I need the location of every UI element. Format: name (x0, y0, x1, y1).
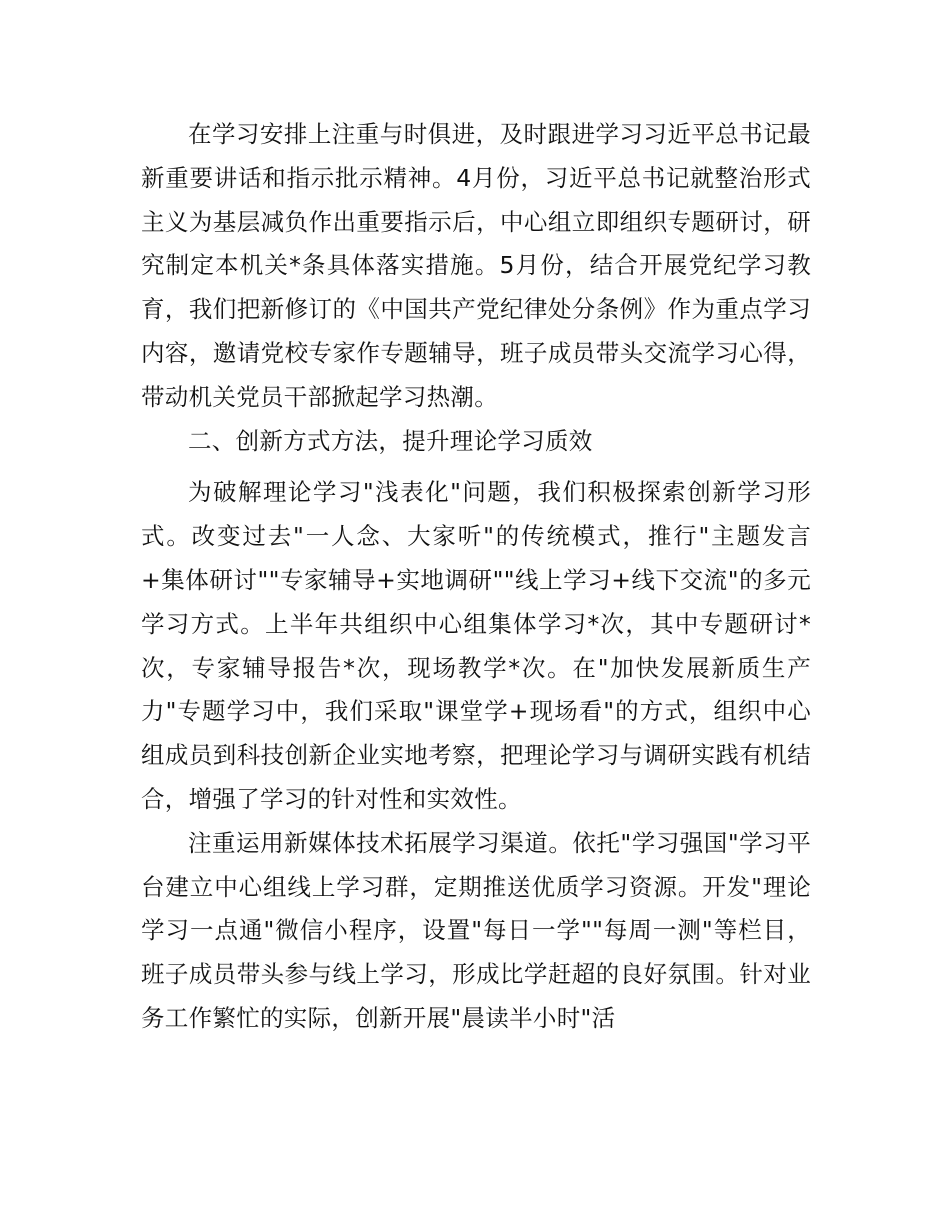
paragraph-new-media: 注重运用新媒体技术拓展学习渠道。依托"学习强国"学习平台建立中心组线上学习群，定期推送优质学习资源。开发"理论学习一点通"微信小程序，设置"每日一学""每周一测"等栏目，班子成员带头参与线上学习，形成比学赶超的良好氛围。针对业务工作繁忙的实际，创新开展"晨读半小时"活 (141, 828, 811, 1032)
section-heading-innovation: 二、创新方式方法，提升理论学习质效 (188, 426, 593, 455)
paragraph-study-methods: 为破解理论学习"浅表化"问题，我们积极探索创新学习形式。改变过去"一人念、大家听"的传统模式，推行"主题发言+集体研讨""专家辅导+实地调研""线上学习+线下交流"的多元学习方式。上半年共组织中心组集体学习*次，其中专题研讨*次，专家辅导报告*次，现场教学*次。在"加快发展新质生产力"专题学习中，我们采取"课堂学+现场看"的方式，组织中心组成员到科技创新企业实地考察，把理论学习与调研实践有机结合，增强了学习的针对性和实效性。 (141, 478, 811, 813)
paragraph-study-arrangement: 在学习安排上注重与时俱进，及时跟进学习习近平总书记最新重要讲话和指示批示精神。4月份，习近平总书记就整治形式主义为基层减负作出重要指示后，中心组立即组织专题研讨，研究制定本机关*条具体落实措施。5月份，结合开展党纪学习教育，我们把新修订的《中国共产党纪律处分条例》作为重点学习内容，邀请党校专家作专题辅导，班子成员带头交流学习心得，带动机关党员干部掀起学习热潮。 (141, 120, 811, 411)
document-body (141, 113, 811, 1041)
